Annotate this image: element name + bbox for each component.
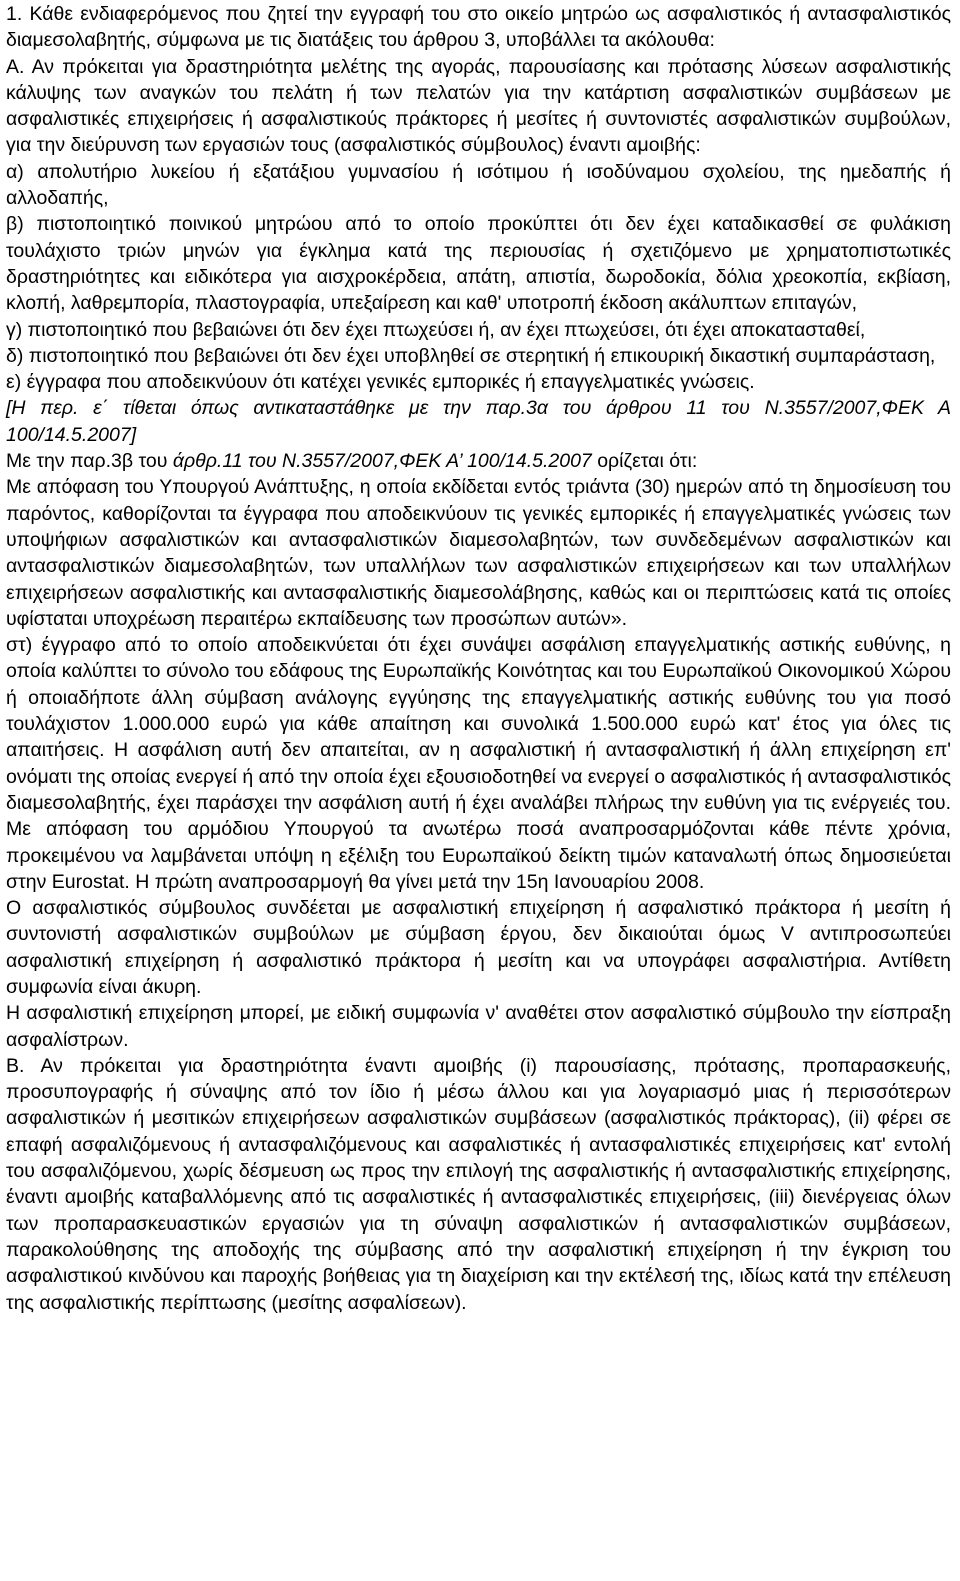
item-delta: δ) πιστοποιητικό που βεβαιώνει ότι δεν έχει υποβληθεί σε στερητική ή επικουρική δικαστική συμπαράσταση,	[6, 344, 936, 367]
paragraph-ministerial-decision: Με απόφαση του Υπουργού Ανάπτυξης, η οποία εκδίδεται εντός τριάντα (30) ημερών από τη δημοσίευση του παρόντος, καθορίζονται τα έγγραφα που αποδεικνύουν τις γενικές εμπορικές ή επαγγελματικές γνώσεις των υποψήφιων ασφαλιστικών και αντασφαλιστικών διαμεσολαβητών, των συνδεδεμένων ασφαλιστικών και αντασφαλιστικών διαμεσολαβητών, των υπαλλήλων των ασφαλιστικών επιχειρήσεων και των υπαλλήλων επιχειρήσεων ασφαλιστικής και αντασφαλιστικής διαμεσολάβησης, καθώς και οι περιπτώσεις κατά τις οποίες υφίσταται υποχρέωση περαιτέρω εκπαίδευσης των προσώπων αυτών».	[6, 476, 951, 630]
paragraph-intro: 1. Κάθε ενδιαφερόμενος που ζητεί την εγγραφή του στο οικείο μητρώο ως ασφαλιστικός ή αντασφαλιστικός διαμεσολαβητής, σύμφωνα με τις διατάξεις του άρθρου 3, υποβάλλει τα ακόλουθα:	[6, 3, 951, 52]
amendment-note: [Η περ. ε΄ τίθεται όπως αντικαταστάθηκε με την παρ.3α του άρθρου 11 του Ν.3557/2007,ΦΕΚ Α 100/14.5.2007]	[6, 397, 951, 446]
item-beta: β) πιστοποιητικό ποινικού μητρώου από το οποίο προκύπτει ότι δεν έχει καταδικασθεί σε φυλάκιση τουλάχιστο τριών μηνών για έγκλημα κατά της περιουσίας ή σχετιζόμενο με χρηματοπιστωτικές δραστηριότητες και ειδικότερα για αισχροκέρδεια, απάτη, απιστία, δωροδοκία, δόλια χρεοκοπία, εκβίαση, κλοπή, λαθρεμπορία, πλαστογραφία, υπεξαίρεση και καθ' υποτροπή έκδοση ακάλυπτων επιταγών,	[6, 213, 951, 315]
paragraph-insurance-company: Η ασφαλιστική επιχείρηση μπορεί, με ειδική συμφωνία ν' αναθέτει στον ασφαλιστικό σύμβουλο την είσπραξη ασφαλίστρων.	[6, 1002, 951, 1051]
amendment-note-2	[6, 448, 951, 474]
paragraph-consultant: Ο ασφαλιστικός σύμβουλος συνδέεται με ασφαλιστική επιχείρηση ή ασφαλιστικό πράκτορα ή μεσίτη ή συντονιστή ασφαλιστικών συμβούλων με σύμβαση έργου, δεν δικαιούται όμως V αντιπροσωπεύει ασφαλιστική επιχείρηση ή ασφαλιστικό πράκτορα ή μεσίτη και να υπογράφει ασφαλιστήρια. Αντίθετη συμφωνία είναι άκυρη.	[6, 897, 951, 998]
item-gamma: γ) πιστοποιητικό που βεβαιώνει ότι δεν έχει πτωχεύσει ή, αν έχει πτωχεύσει, ότι έχει αποκατασταθεί,	[6, 318, 866, 341]
item-alpha: α) απολυτήριο λυκείου ή εξατάξιου γυμνασίου ή ισότιμου ή ισοδύναμου σχολείου, της ημεδαπής ή αλλοδαπής,	[6, 160, 951, 210]
item-epsilon: ε) έγγραφα που αποδεικνύουν ότι κατέχει γενικές εμπορικές ή επαγγελματικές γνώσεις.	[6, 371, 755, 394]
item-stigma: στ) έγγραφο από το οποίο αποδεικνύεται ότι έχει συνάψει ασφάλιση επαγγελματικής αστικής ευθύνης, η οποία καλύπτει το σύνολο του εδάφους της Ευρωπαϊκής Κοινότητας και του Ευρωπαϊκού Οικονομικού Χώρου ή οποιαδήποτε άλλη σύμβαση ανάλογης εγγύησης της επαγγελματικής αστικής ευθύνης του για ποσό τουλάχιστον 1.000.000 ευρώ για κάθε απαίτηση και συνολικά 1.500.000 ευρώ κατ' έτος για όλες τις απαιτήσεις. Η ασφάλιση αυτή δεν απαιτείται, αν η ασφαλιστική ή αντασφαλιστική ή άλλη επιχείρηση επ' ονόματι της οποίας ενεργεί ή από την οποία έχει εξουσιοδοτηθεί να ενεργεί ο ασφαλιστικός ή αντασφαλιστικός διαμεσολαβητής, έχει παράσχει την ασφάλιση αυτή ή έχει αναλάβει πλήρως την ευθύνη για τις ενέργειές του. Με απόφαση του αρμόδιου Υπουργού τα ανωτέρω ποσά αναπροσαρμόζονται κάθε πέντε χρόνια, προκειμένου να λαμβάνεται υπόψη η εξέλιξη του Ευρωπαϊκού δείκτη τιμών καταναλωτή όπως δημοσιεύεται στην Eurostat. Η πρώτη αναπροσαρμογή θα γίνει μετά την 15η Ιανουαρίου 2008.	[6, 634, 951, 893]
paragraph-section-a: Α. Αν πρόκειται για δραστηριότητα μελέτης της αγοράς, παρουσίασης και πρότασης λύσεων ασφαλιστικής κάλυψης των αναγκών του πελάτη ή των πελατών για την κατάρτιση ασφαλιστικών συμβάσεων με ασφαλιστικές επιχειρήσεις ή ασφαλιστικούς πράκτορες ή μεσίτες ή συντονιστές ασφαλιστικών συμβούλων, για την διεύρυνση των εργασιών τους (ασφαλιστικός σύμβουλος) έναντι αμοιβής:	[6, 55, 951, 157]
paragraph-section-b: Β. Αν πρόκειται για δραστηριότητα έναντι αμοιβής (i) παρουσίασης, πρότασης, προπαρασκευής, προσυπογραφής ή σύναψης από τον ίδιο ή μέσω άλλου και για λογαριασμό μιας ή περισσότερων ασφαλιστικών ή μεσιτικών επιχειρήσεων ασφαλιστικών συμβάσεων (ασφαλιστικός πράκτορας), (ii) φέρει σε επαφή ασφαλιζόμενους ή αντασφαλιζόμενους και ασφαλιστικές ή αντασφαλιστικές επιχειρήσεις κατ' εντολή του ασφαλιζόμενου, χωρίς δέσμευση ως προς την επιλογή της ασφαλιστικής ή αντασφαλιστικής επιχείρησης, έναντι αμοιβής καταβαλλόμενης από τις ασφαλιστικές ή αντασφαλιστικές επιχειρήσεις, (iii) διενέργειας όλων των προπαρασκευαστικών εργασιών για τη σύναψη ασφαλιστικών ή αντασφαλιστικών συμβάσεων, παρακολούθησης της αποδοχής της σύμβασης από την ασφαλιστική επιχείρηση ή την έγκριση του ασφαλιστικού κινδύνου και παροχής βοήθειας για τη διαχείριση και την εκτέλεσή της, ιδίως κατά την επέλευση της ασφαλιστικής περίπτωσης (μεσίτης ασφαλίσεων).	[6, 1054, 951, 1314]
amendment-note-2-reference: άρθρ.11 του Ν.3557/2007,ΦΕΚ Α’ 100/14.5.2007	[172, 450, 592, 473]
amendment-note-2-end: ορίζεται ότι:	[591, 450, 698, 473]
amendment-note-2-start: Με την παρ.3β του	[6, 450, 173, 473]
